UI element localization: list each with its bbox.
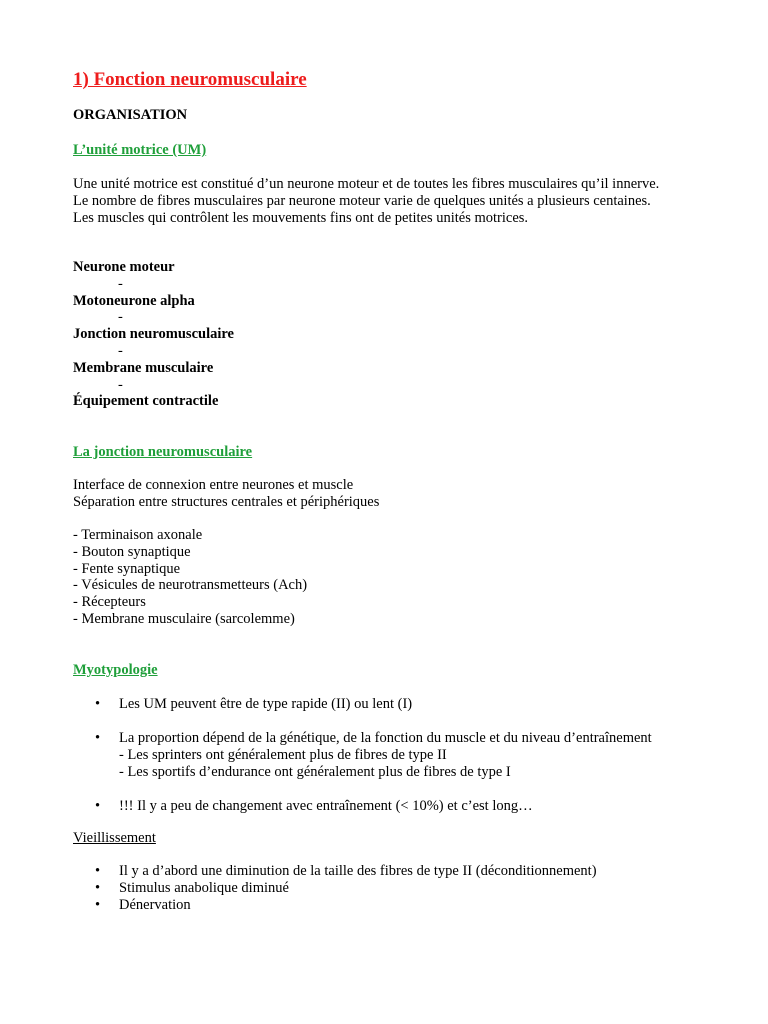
list-item: - Fente synaptique: [73, 560, 181, 577]
bullet-symbol: •: [95, 729, 101, 746]
chain-separator: -: [118, 342, 123, 359]
chain-node: Équipement contractile: [73, 393, 219, 410]
bullet-text: Stimulus anabolique diminué: [119, 880, 289, 896]
bullet-text: Les UM peuvent être de type rapide (II) ou lent (I): [119, 696, 413, 712]
paragraph-jonction: [73, 477, 703, 511]
list-item: - Bouton synaptique: [73, 543, 191, 560]
chain-separator: -: [118, 309, 123, 326]
bullet-subline: - Les sprinters ont généralement plus de fibres de type II: [119, 746, 447, 763]
list-item: - Vésicules de neurotransmetteurs (Ach): [73, 577, 308, 594]
bullet-symbol: •: [95, 696, 101, 712]
bullet-text: La proportion dépend de la génétique, de la fonction du muscle et du niveau d’entraînement: [119, 729, 652, 746]
paragraph-unite-motrice: [73, 176, 703, 227]
subheading-vieillissement: Vieillissement: [73, 830, 156, 846]
bullet-item: [73, 863, 713, 880]
bullet-item: [73, 798, 713, 815]
paragraph-line: Séparation entre structures centrales et périphériques: [73, 494, 380, 510]
bullet-item: [73, 897, 713, 914]
list-item: - Récepteurs: [73, 594, 146, 611]
subheading-unite-motrice: L’unité motrice (UM): [73, 142, 207, 158]
bullet-text: Dénervation: [119, 897, 191, 913]
list-item: - Terminaison axonale: [73, 527, 203, 543]
bullet-text: Il y a d’abord une diminution de la taille des fibres de type II (déconditionnement): [119, 863, 597, 879]
paragraph-line: Le nombre de fibres musculaires par neurone moteur varie de quelques unités a plusieurs centaines.: [73, 193, 651, 209]
chain-node: Jonction neuromusculaire: [73, 326, 234, 343]
jonction-components-list: [73, 527, 307, 628]
bullet-item: [73, 696, 713, 713]
subheading-jonction: La jonction neuromusculaire: [73, 444, 253, 460]
chain-node: Membrane musculaire: [73, 359, 214, 376]
page-title: 1) Fonction neuromusculaire: [73, 69, 307, 90]
list-item: - Membrane musculaire (sarcolemme): [73, 610, 295, 627]
bullet-item: [73, 730, 713, 781]
section-heading-organisation: ORGANISATION: [73, 107, 188, 123]
chain-separator: -: [118, 376, 123, 393]
subheading-myotypologie: Myotypologie: [73, 662, 158, 678]
bullet-item: [73, 880, 713, 897]
chain-node: Neurone moteur: [73, 259, 175, 275]
vieillissement-bullet-list: [73, 863, 713, 914]
motor-chain: [73, 259, 473, 410]
bullet-symbol: •: [95, 797, 101, 814]
chain-node: Motoneurone alpha: [73, 292, 195, 309]
paragraph-line: Une unité motrice est constitué d’un neurone moteur et de toutes les fibres musculaires qu’il innerve.: [73, 176, 660, 192]
bullet-subline: - Les sportifs d’endurance ont généralement plus de fibres de type I: [119, 763, 511, 780]
bullet-text: !!! Il y a peu de changement avec entraînement (< 10%) et c’est long…: [119, 797, 533, 814]
myotypologie-bullet-list: [73, 696, 713, 815]
paragraph-line: Interface de connexion entre neurones et muscle: [73, 477, 354, 493]
bullet-symbol: •: [95, 897, 101, 913]
bullet-symbol: •: [95, 880, 101, 896]
spacer: [73, 781, 713, 798]
chain-separator: -: [118, 275, 123, 292]
paragraph-line: Les muscles qui contrôlent les mouvements fins ont de petites unités motrices.: [73, 210, 529, 226]
bullet-symbol: •: [95, 863, 101, 879]
spacer: [73, 713, 713, 730]
